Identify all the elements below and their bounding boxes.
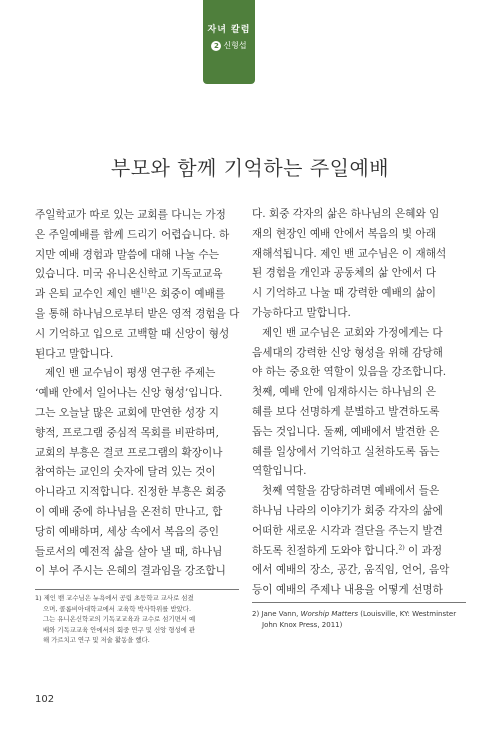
paragraph-line: 시 기억하고 나눌 때 강력한 예배의 삶이: [252, 287, 436, 300]
footnote-divider-left: [35, 589, 239, 590]
paragraph-line: 향적, 프로그램 중심적 목회를 비판하며,: [35, 426, 219, 439]
footnote-1: [35, 593, 241, 646]
paragraph-line: [35, 285, 249, 305]
footnote-ref-1: 1): [140, 287, 147, 295]
article-title: 부모와 함께 기억하는 주일예배: [110, 156, 390, 180]
paragraph-line: 된 경험을 개인과 공동체의 삶 안에서 다: [252, 267, 436, 280]
paragraph-line: 등이 예배의 주제나 내용을 어떻게 선명하: [252, 584, 443, 597]
paragraph-line: 이 부어 주시는 은혜의 결과임을 강조합니: [35, 565, 226, 578]
page-number: 102: [35, 694, 55, 705]
paragraph-line: [252, 542, 466, 562]
paragraph-line: 가능하다고 말합니다.: [252, 306, 351, 319]
paragraph-line: 재해석됩니다. 제인 밴 교수님은 이 재해석: [252, 247, 447, 260]
paragraph-line: 주일학교가 따로 있는 교회를 다니는 가정: [35, 209, 226, 221]
footnote-text: 2) Jane Vann,: [252, 610, 301, 618]
paragraph-line: 그는 오늘날 많은 교회에 만연한 성장 지: [35, 406, 219, 419]
footnote-2: [252, 609, 466, 631]
paragraph-line: 참여하는 교인의 숫자에 달려 있는 것이: [35, 466, 216, 479]
paragraph-line: 혜를 일상에서 기억하고 실천하도록 돕는: [252, 445, 440, 458]
paragraph-line: 다. 회중 각자의 삶은 하나님의 은혜와 임: [252, 208, 440, 220]
paragraph-line: 교회의 부흥은 결코 프로그램의 확장이나: [35, 446, 223, 459]
paragraph-line: 이 예배 중에 하나님을 온전히 만나고, 합: [35, 505, 223, 518]
line-text: 과 은퇴 교수인 제인 밴: [35, 288, 141, 301]
line-text: 하도록 친절하게 도와야 합니다.: [252, 544, 399, 557]
footnote-line: 1) 제인 밴 교수님은 뉴욕에서 공립 초등학교 교사로 섬겼: [35, 594, 194, 602]
footnote-ref-2: 2): [398, 544, 405, 552]
column-label: 자녀 칼럼: [207, 25, 251, 35]
footnote-line: 해 가르치고 연구 및 저술 활동을 했다.: [43, 636, 150, 644]
paragraph-line: 있습니다. 미국 유니온신학교 기독교교육: [35, 268, 223, 281]
paragraph-line: 아니라고 지적합니다. 진정한 부흥은 회중: [35, 486, 226, 499]
author-line: [203, 40, 255, 51]
footnote-divider-right: [252, 602, 466, 603]
footnote-text: (Louisville, KY: Westminster: [358, 610, 457, 618]
paragraph-line: 당히 예배하며, 세상 속에서 복음의 증인: [35, 525, 219, 538]
footnote-line: John Knox Press, 2011): [262, 621, 343, 629]
paragraph-line: 시 기억하고 입으로 고백할 때 신앙이 형성: [35, 327, 230, 340]
paragraph-line: 음세대의 강력한 신앙 형성을 위해 감당해: [252, 346, 443, 359]
book-title: Worship Matters: [300, 610, 359, 618]
paragraph-line: 혜를 보다 선명하게 분별하고 발견하도록: [252, 405, 440, 418]
line-text-tail: 이 과정: [404, 544, 443, 557]
paragraph-line: 어떠한 새로운 시각과 결단을 주는지 발견: [252, 524, 443, 537]
paragraph-line: 제인 밴 교수님은 교회와 가정에게는 다: [262, 326, 443, 339]
paragraph-line: 된다고 말합니다.: [35, 347, 114, 360]
paragraph-line: 은 주일예배를 함께 드리기 어렵습니다. 하: [35, 228, 230, 241]
right-column: [252, 205, 466, 601]
line-text-tail: 은 회중이 예배를: [146, 288, 226, 301]
paragraph-line: 들로서의 예전적 삶을 살아 낼 때, 하나님: [35, 545, 223, 558]
paragraph-line: 첫째, 예배 안에 임재하시는 하나님의 은: [252, 386, 436, 399]
author-name: 신형섭: [223, 41, 247, 50]
paragraph-line: ‘예배 안에서 일어나는 신앙 형성’입니다.: [35, 387, 223, 400]
paragraph-line: 지만 예배 경험과 말씀에 대해 나눌 수는: [35, 248, 219, 261]
paragraph-line: 에서 예배의 장소, 공간, 움직임, 언어, 음악: [252, 564, 450, 577]
paragraph-line: 을 통해 하나님으로부터 받은 영적 경험을 다: [35, 307, 240, 320]
footnote-line: [252, 609, 466, 620]
paragraph-line: 역할입니다.: [252, 465, 307, 478]
paragraph-line: 제인 밴 교수님이 평생 연구한 주제는: [45, 367, 216, 380]
column-number-badge: 2: [211, 41, 221, 51]
column-header-tab: [203, 0, 255, 84]
paragraph-line: 하나님 나라의 이야기가 회중 각자의 삶에: [252, 504, 443, 517]
left-column: [35, 206, 249, 582]
footnote-line: 그는 유니온신학교의 기독교교육과 교수로 섬기면서 예: [43, 615, 196, 623]
paragraph-line: 야 하는 중요한 역할이 있음을 강조합니다.: [252, 366, 447, 379]
paragraph-line: 돕는 것입니다. 둘째, 예배에서 발견한 은: [252, 425, 440, 438]
paragraph-line: 첫째 역할을 감당하려면 예배에서 들은: [262, 485, 440, 498]
footnote-line: 으며, 콜롬비아대학교에서 교육학 박사학위를 받았다.: [43, 604, 192, 613]
footnote-line: 배와 기독교교육 안에서의 회중 연구 및 신앙 형성에 관: [43, 625, 196, 634]
paragraph-line: 재의 현장인 예배 안에서 복음의 빛 아래: [252, 227, 436, 240]
